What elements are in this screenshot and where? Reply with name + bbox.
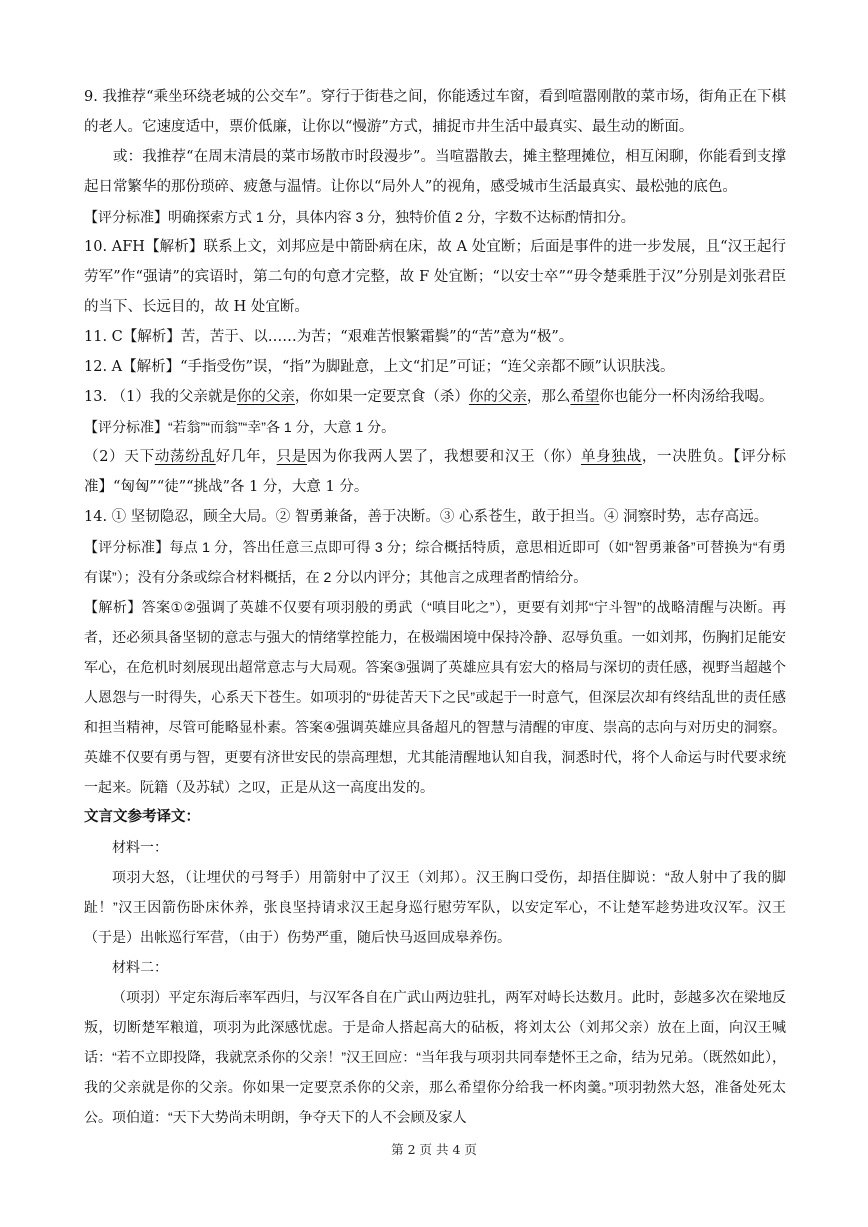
q13-p2-text: ，一决胜负。【评分标准】“匈匈”“徒”“挑战”各 1 分，大意 1 分。 xyxy=(84,449,787,495)
material-1-title: 材料一： xyxy=(112,839,168,855)
q9-alt-answer: 或：我推荐“在周末清晨的菜市场散市时段漫步”。当喧嚣散去，摊主整理摊位，相互闲聊，你能看到支撑起日常繁华的那份琐碎、疲惫与温情。让你以“局外人”的视角，感受城市生活最真实、最松弛的底色。 xyxy=(84,149,786,195)
q13-p1-text: 你也能分一杯肉汤给我喝。 xyxy=(599,389,774,405)
material-1-text: 项羽大怒，（让埋伏的弓弩手）用箭射中了汉王（刘邦）。汉王胸口受伤，却捂住脚说：“敌人射中了我的脚趾！”汉王因箭伤卧床休养，张良坚持请求汉王起身巡行慰劳军队，以安定军心，不让楚军趁势进攻汉军。汉王（于是）出帐巡行军营，（由于）伤势严重，随后快马返回成皋养伤。 xyxy=(84,869,786,945)
q13-p1-text: 13. （1）我的父亲就是 xyxy=(84,389,237,405)
q10-answer xyxy=(84,232,786,322)
q13-p1-text: ，你如果一定要烹食（杀） xyxy=(294,389,469,405)
q14-analysis: 【解析】答案①②强调了英雄不仅要有项羽般的勇武（“嗔目叱之”），更要有刘邦“宁斗智”的战略清醒与决断。再者，还必须具备坚韧的意志与强大的情绪掌控能力，在极端困境中保持冷静、忍辱负重。一如刘邦，伤胸扪足能安军心，在危机时刻展现出超常意志与大局观。答案③强调了英雄应具有宏大的格局与深切的责任感，视野当超越个人恩怨与一时得失，心系天下苍生。如项羽的“毋徒苦天下之民”或起于一时意气，但深层次却有终结乱世的责任感和担当精神，尽管可能略显朴素。答案④强调英雄应具备超凡的智慧与清醒的审度、崇高的志向与对历史的洞察。英雄不仅要有勇与智，更要有济世安民的崇高理想，尤其能清醒地认知自我，洞悉时代，将个人命运与时代要求统一起来。阮籍（及苏轼）之叹，正是从这一高度出发的。 xyxy=(84,599,786,795)
q13-part1 xyxy=(84,382,786,412)
q13-p2-keyword: 单身独战 xyxy=(580,449,642,465)
q13-criteria1: 【评分标准】“若翁”“而翁”“幸”各 1 分，大意 1 分。 xyxy=(84,419,396,435)
q10-text: 10. AFH【解析】联系上文，刘邦应是中箭卧病在床，故 A 处宜断；后面是事件的进一步发展，且“汉王起行劳军”作“强请”的宾语时，第二句的句意才完整，故 F 处宜断；“以安士卒”“毋令楚乘胜于汉”分别是刘张君臣的当下、长远目的，故 H 处宜断。 xyxy=(84,239,786,315)
material-2-title: 材料二： xyxy=(112,959,168,975)
q9-answer: 9. 我推荐“乘坐环绕老城的公交车”。穿行于街巷之间，你能透过车窗，看到喧嚣刚散的菜市场，街角正在下棋的老人。它速度适中，票价低廉，让你以“慢游”方式，捕捉市井生活中最真实、最生动的断面。 xyxy=(84,89,786,135)
q13-p1-text: ，那么 xyxy=(526,389,571,405)
material-2-text: （项羽）平定东海后率军西归，与汉军各自在广武山两边驻扎，两军对峙长达数月。此时，彭越多次在梁地反叛，切断楚军粮道，项羽为此深感忧虑。于是命人搭起高大的砧板，将刘太公（刘邦父亲）放在上面，向汉王喊话：“若不立即投降，我就烹杀你的父亲！”汉王回应：“当年我与项羽共同奉楚怀王之命，结为兄弟。（既然如此），我的父亲就是你的父亲。你如果一定要烹杀你的父亲，那么希望你分给我一杯肉羹。”项羽勃然大怒，准备处死太公。项伯道：“天下大势尚未明朗，争夺天下的人不会顾及家人 xyxy=(84,989,786,1125)
q13-p2-text: 因为你我两人罢了，我想要和汉王（你） xyxy=(307,449,581,465)
q13-p2-text: 好几年， xyxy=(215,449,277,465)
q13-p2-keyword: 只是 xyxy=(276,449,308,465)
q13-p2-text: （2）天下 xyxy=(84,449,155,465)
q13-p1-keyword: 希望 xyxy=(570,389,600,405)
page-footer: 第 2 页 共 4 页 xyxy=(391,1142,477,1157)
translation-heading: 文言文参考译文： xyxy=(84,809,200,825)
q12-answer: 12. A【解析】“手指受伤”误，“指”为脚趾意，上文“扪足”可证；“连父亲都不顾”认识肤浅。 xyxy=(84,359,675,375)
q14-answer: 14. ① 坚韧隐忍，顾全大局。② 智勇兼备，善于决断。③ 心系苍生，敢于担当。④ 洞察时势，志存高远。 xyxy=(84,509,769,525)
q13-part2 xyxy=(84,442,786,502)
answer-content xyxy=(84,82,786,1132)
q13-p2-keyword: 动荡纷乱 xyxy=(154,449,216,465)
q14-criteria: 【评分标准】每点 1 分，答出任意三点即可得 3 分；综合概括特质，意思相近即可（如“智勇兼备”可替换为“有勇有谋”）；没有分条或综合材料概括，在 2 分以内评分；其他言之成理者酌情给分。 xyxy=(84,539,786,585)
q11-answer: 11. C【解析】苦，苦于、以……为苦；“艰难苦恨繁霜鬓”的“苦”意为“极”。 xyxy=(84,329,574,345)
q9-criteria: 【评分标准】明确探索方式 1 分，具体内容 3 分，独特价值 2 分，字数不达标酌情扣分。 xyxy=(84,209,635,225)
q13-p1-keyword: 你的父亲 xyxy=(236,389,295,405)
q13-p1-keyword: 你的父亲 xyxy=(468,389,527,405)
